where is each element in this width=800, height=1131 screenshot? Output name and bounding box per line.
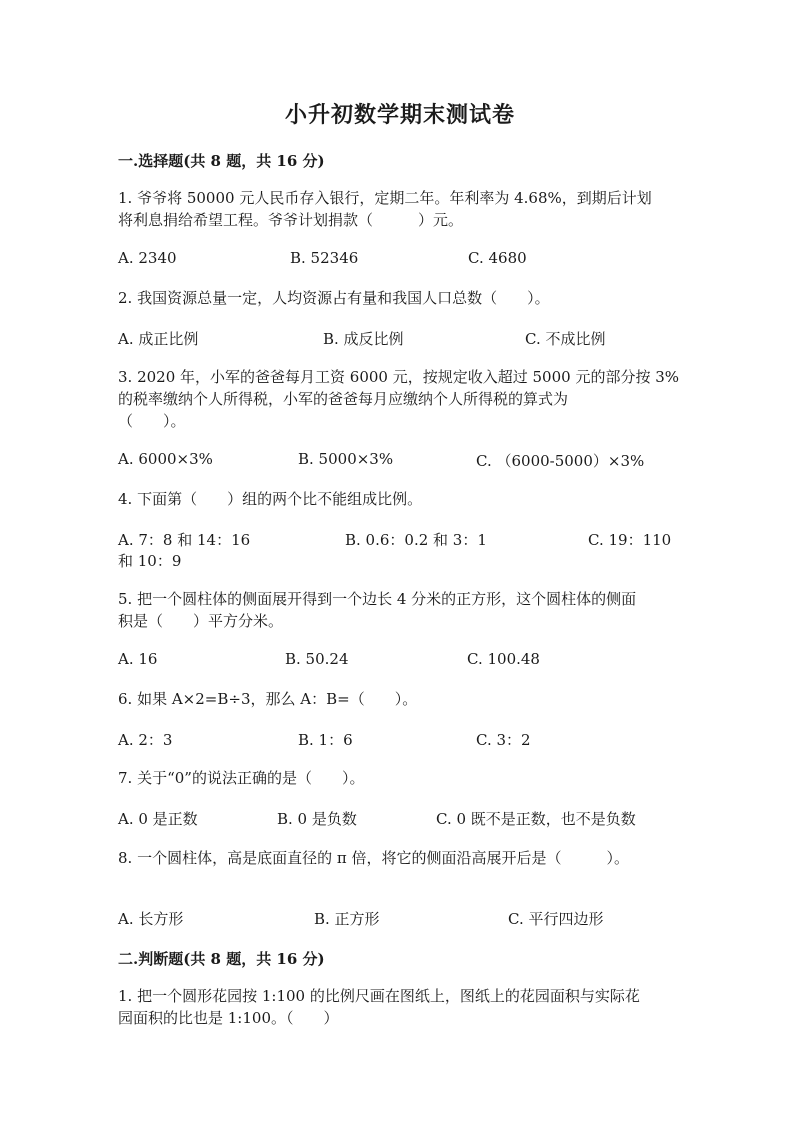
question-1-option-a: A. 2340 [118, 249, 177, 267]
section-heading-choice: 一.选择题(共 8 题，共 16 分) [118, 152, 325, 170]
question-7-option-b: B. 0 是负数 [277, 810, 357, 828]
question-5-line-2: 积是（ ）平方分米。 [118, 612, 284, 630]
question-3-line-2: 的税率缴纳个人所得税，小军的爸爸每月应缴纳个人所得税的算式为 [118, 390, 569, 408]
question-8-line-1: 8. 一个圆柱体，高是底面直径的 π 倍，将它的侧面沿高展开后是（ ）。 [118, 849, 629, 867]
question-5-option-c: C. 100.48 [467, 650, 540, 668]
question-8-option-b: B. 正方形 [314, 910, 380, 928]
question-5-option-a: A. 16 [118, 650, 158, 668]
question-5-line-1: 5. 把一个圆柱体的侧面展开得到一个边长 4 分米的正方形，这个圆柱体的侧面 [118, 590, 637, 608]
question-5-option-b: B. 50.24 [285, 650, 349, 668]
question-2-line-1: 2. 我国资源总量一定，人均资源占有量和我国人口总数（ ）。 [118, 289, 550, 307]
question-1-option-b: B. 52346 [290, 249, 359, 267]
question-4-option-c: C. 19：110 [588, 531, 672, 549]
question-6-option-b: B. 1：6 [298, 731, 353, 749]
section-heading-judgment: 二.判断题(共 8 题，共 16 分) [118, 950, 325, 968]
question-3-line-3: （ ）。 [118, 412, 186, 430]
question-7-option-c: C. 0 既不是正数，也不是负数 [436, 810, 636, 828]
question-8-option-a: A. 长方形 [118, 910, 184, 928]
question-3-option-a: A. 6000×3% [118, 450, 213, 468]
question-8-option-c: C. 平行四边形 [508, 910, 604, 928]
question-4-option-a: A. 7：8 和 14：16 [118, 531, 251, 549]
page-title: 小升初数学期末测试卷 [284, 102, 515, 128]
question-6-line-1: 6. 如果 A×2=B÷3，那么 A：B=（ ）。 [118, 690, 418, 708]
question-4-option-c-continued: 和 10：9 [118, 552, 182, 570]
judgment-1-line-2: 园面积的比也是 1:100。（ ） [118, 1009, 339, 1027]
judgment-1-line-1: 1. 把一个圆形花园按 1:100 的比例尺画在图纸上，图纸上的花园面积与实际花 [118, 987, 640, 1005]
question-4-line-1: 4. 下面第（ ）组的两个比不能组成比例。 [118, 490, 423, 508]
question-3-line-1: 3. 2020 年，小军的爸爸每月工资 6000 元，按规定收入超过 5000 元的部分按 3% [118, 368, 680, 386]
question-2-option-a: A. 成正比例 [118, 330, 199, 348]
question-3-option-b: B. 5000×3% [298, 450, 394, 468]
question-1-line-1: 1. 爷爷将 50000 元人民币存入银行，定期二年。年利率为 4.68%，到期后计划 [118, 189, 652, 207]
question-3-option-c: C. （6000-5000）×3% [476, 452, 645, 470]
question-6-option-a: A. 2：3 [118, 731, 173, 749]
question-1-option-c: C. 4680 [468, 249, 527, 267]
question-7-option-a: A. 0 是正数 [118, 810, 198, 828]
question-2-option-c: C. 不成比例 [525, 330, 606, 348]
question-4-option-b: B. 0.6：0.2 和 3：1 [345, 531, 487, 549]
question-7-line-1: 7. 关于“0”的说法正确的是（ ）。 [118, 769, 365, 787]
question-6-option-c: C. 3：2 [476, 731, 531, 749]
question-2-option-b: B. 成反比例 [323, 330, 404, 348]
question-1-line-2: 将利息捐给希望工程。爷爷计划捐款（ ）元。 [118, 211, 464, 229]
